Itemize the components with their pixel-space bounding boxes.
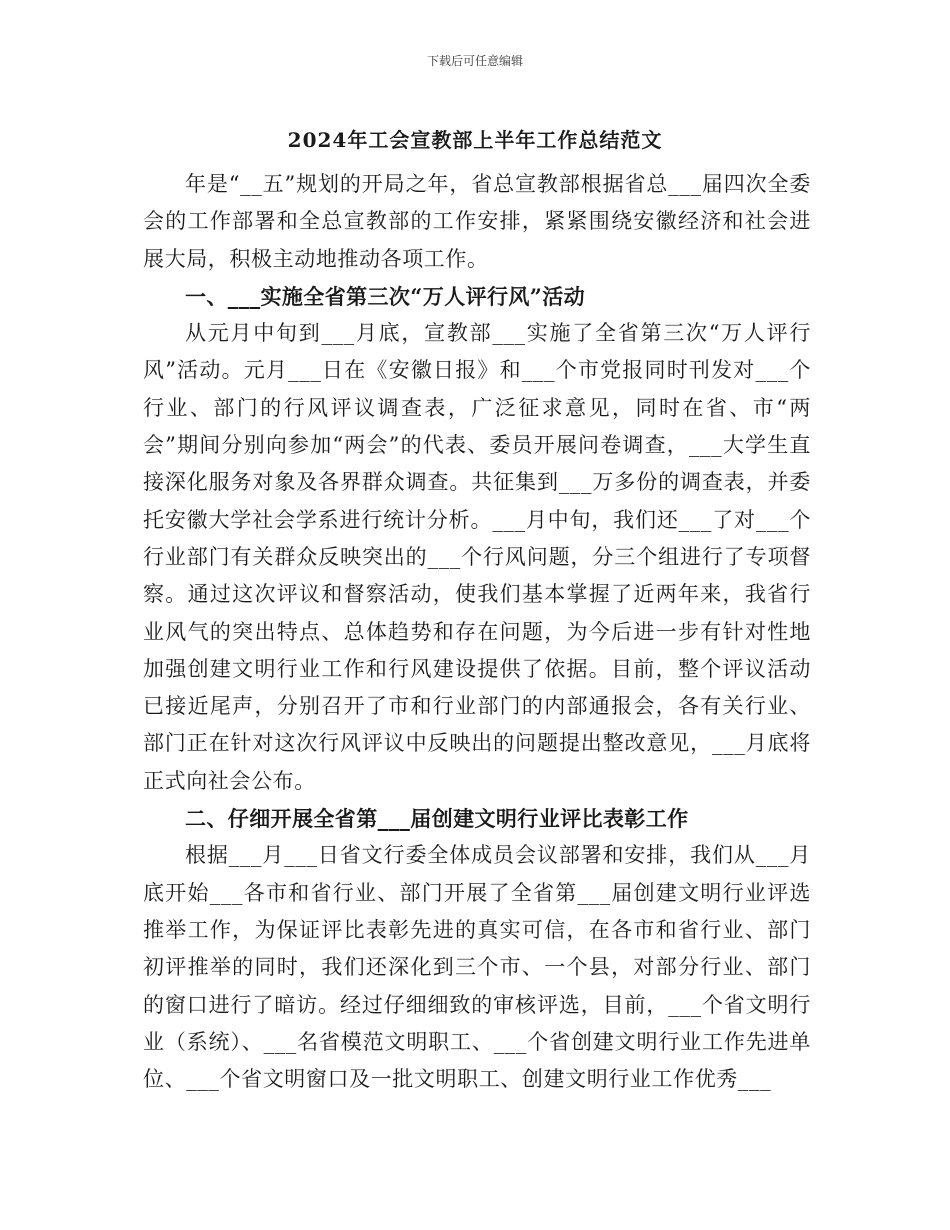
header-note: 下载后可任意编辑 [426, 54, 523, 68]
section-heading-1: 一、___实施全省第三次“万人评行风”活动 [185, 283, 586, 309]
section-heading-2: 二、仔细开展全省第___届创建文明行业评比表彰工作 [185, 806, 689, 832]
section-1-paragraph: 从元月中旬到___月底，宣教部___实施了全省第三次“万人评行风”活动。元月___日在《安徽日报》和___个市党报同时刊发对___个行业、部门的行风评议调查表，广泛征求意见，同时在省、市“两会”期间分别向参加“两会”的代表、委员开展问卷调查，___大学生直接深化服务对象及各界群众调查。共征集到___万多份的调查表，并委托安徽大学社会学系进行统计分析。___月中旬，我们还___了对___个行业部门有关群众反映突出的___个行风问题，分三个组进行了专项督察。通过这次评议和督察活动，使我们基本掌握了近两年来，我省行业风气的突出特点、总体趋势和存在问题，为今后进一步有针对性地加强创建文明行业工作和行风建设提供了依据。目前，整个评议活动已接近尾声，分别召开了市和行业部门的内部通报会，各有关行业、部门正在针对这次行风评议中反映出的问题提出整改意见，___月底将正式向社会公布。 [143, 321, 811, 793]
intro-paragraph: 年是“__五”规划的开局之年，省总宣教部根据省总___届四次全委会的工作部署和全总宣教部的工作安排，紧紧围绕安徽经济和社会进展大局，积极主动地推动各项工作。 [143, 172, 811, 271]
document-body [143, 166, 811, 1098]
section-2-paragraph: 根据___月___日省文行委全体成员会议部署和安排，我们从___月底开始___各市和省行业、部门开展了全省第___届创建文明行业评选推举工作，为保证评比表彰先进的真实可信，在各市和省行业、部门初评推举的同时，我们还深化到三个市、一个县，对部分行业、部门的窗口进行了暗访。经过仔细细致的审核评选，目前，___个省文明行业（系统）、___名省模范文明职工、___个省创建文明行业工作先进单位、___个省文明窗口及一批文明职工、创建文明行业工作优秀___ [143, 843, 811, 1092]
document-title: 2024年工会宣教部上半年工作总结范文 [287, 128, 663, 152]
